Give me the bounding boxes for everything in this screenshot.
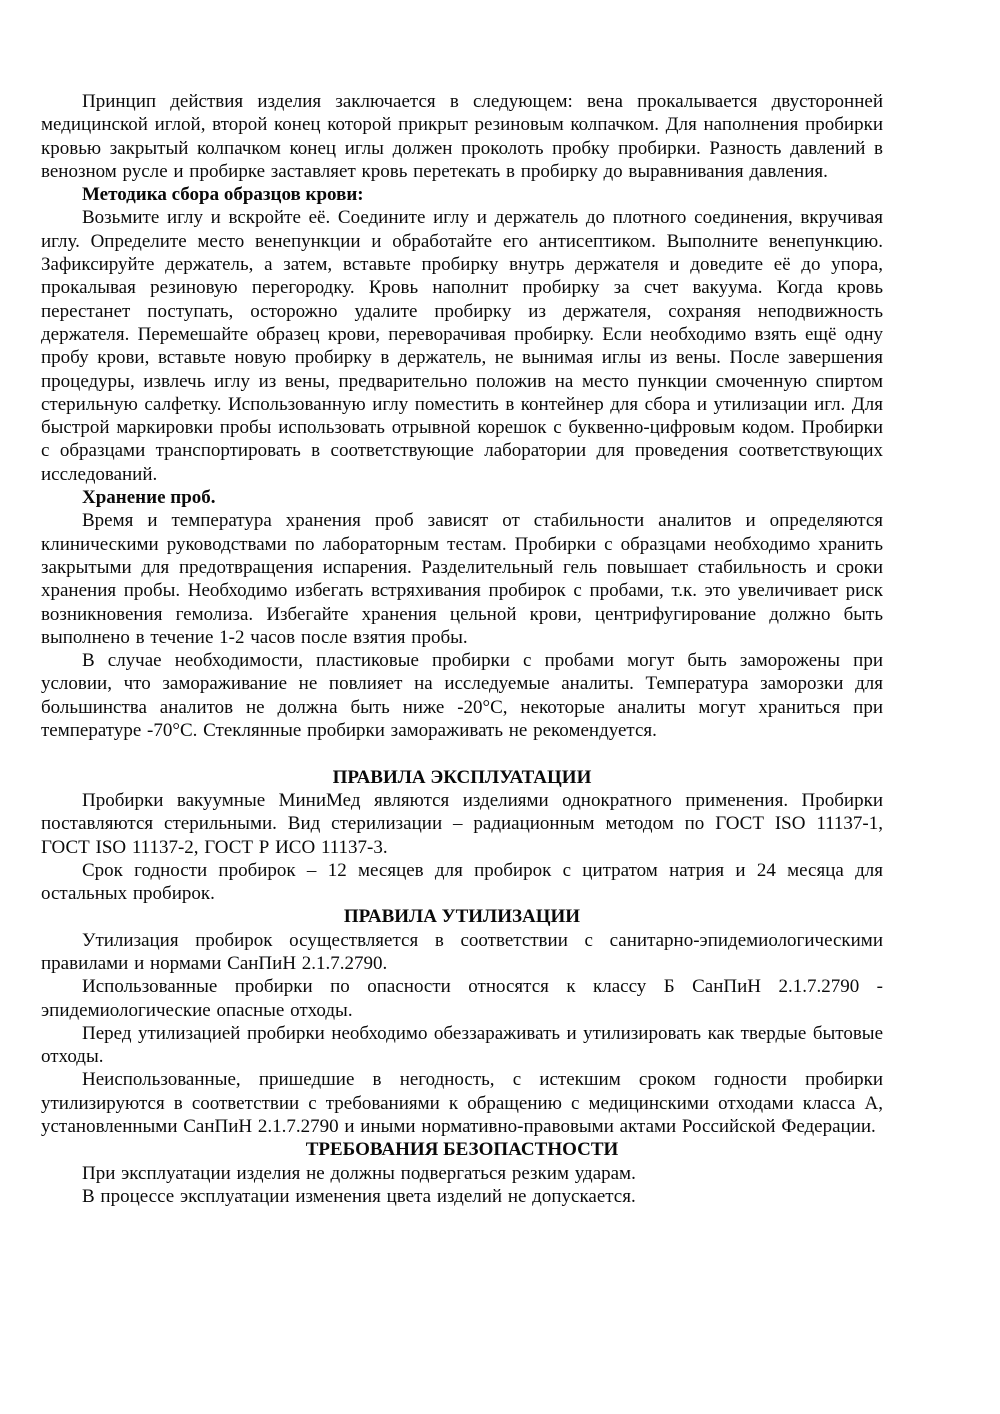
body-paragraph: Утилизация пробирок осуществляется в соответствии с санитарно-эпидемиологическими правилами и нормами СанПиН 2.1.7.2790. (41, 929, 883, 974)
body-paragraph: Принцип действия изделия заключается в следующем: вена прокалывается двусторонней медицинской иглой, второй конец которой прикрыт резиновым колпачком. Для наполнения пробирки кровью закрытый колпачком конец иглы должен проколоть пробку пробирки. Разность давлений в венозном русле и пробирке заставляет кровь перетекать в пробирку до выравнивания давления. (41, 91, 883, 182)
body-paragraph: Возьмите иглу и вскройте её. Соедините иглу и держатель до плотного соединения, вкручивая иглу. Определите место венепункции и обработайте его антисептиком. Выполните венепункцию. Зафиксируйте держатель, а затем, вставьте пробирку внутрь держателя и доведите её до упора, прокалывая резиновую перегородку. Кровь наполнит пробирку за счет вакуума. Когда кровь перестанет поступать, осторожно удалите пробирку из держателя, сохраняя неподвижность держателя. Перемешайте образец крови, переворачивая пробирку. Если необходимо взять ещё одну пробу крови, вставьте новую пробирку в держатель, не вынимая иглы из вены. После завершения процедуры, извлечь иглу из вены, предварительно положив на место пункции смоченную спиртом стерильную салфетку. Использованную иглу поместить в контейнер для сбора и утилизации игл. Для быстрой маркировки пробы использовать отрывной корешок с буквенно-цифровым кодом. Пробирки с образцами транспортировать в соответствующие лаборатории для проведения соответствующих исследований. (41, 207, 883, 485)
body-paragraph: Перед утилизацией пробирки необходимо обеззараживать и утилизировать как твердые бытовые отходы. (41, 1022, 883, 1068)
body-paragraph: Неиспользованные, пришедшие в негодность, с истекшим сроком годности пробирки утилизируются в соответствии с требованиями к обращению с медицинскими отходами класса А, установленными СанПиН 2.1.7.2790 и иными нормативно-правовыми актами Российской Федерации. (41, 1069, 883, 1138)
body-paragraph: Использованные пробирки по опасности относятся к классу Б СанПиН 2.1.7.2790 - эпидемиологические опасные отходы. (41, 976, 883, 1021)
body-paragraph: В процессе эксплуатации изменения цвета изделий не допускается. (82, 1185, 636, 1207)
section-heading: ТРЕБОВАНИЯ БЕЗОПАСТНОСТИ (305, 1139, 619, 1161)
body-paragraph: При эксплуатации изделия не должны подвергаться резким ударам. (82, 1162, 636, 1184)
body-paragraph: Срок годности пробирок – 12 месяцев для пробирок с цитратом натрия и 24 месяца для остальных пробирок. (41, 859, 883, 905)
section-heading: ПРАВИЛА УТИЛИЗАЦИИ (343, 906, 581, 928)
inline-subheading: Хранение проб. (82, 487, 216, 509)
body-paragraph: В случае необходимости, пластиковые пробирки с пробами могут быть заморожены при условии, что замораживание не повлияет на исследуемые аналиты. Температура заморозки для большинства аналитов не должна быть ниже -20°С, некоторые аналиты могут храниться при температуре -70°С. Стеклянные пробирки замораживать не рекомендуется. (41, 650, 883, 742)
section-heading: ПРАВИЛА ЭКСПЛУАТАЦИИ (332, 766, 592, 788)
body-paragraph: Время и температура хранения проб зависят от стабильности аналитов и определяются клиническими руководствами по лабораторным тестам. Пробирки с образцами необходимо хранить закрытыми для предотвращения испарения. Разделительный гель повышает стабильность и сроки хранения пробы. Необходимо избегать встряхивания пробирок с пробами, т.к. это увеличивает риск возникновения гемолиза. Избегайте хранения цельной крови, центрифугирование должно быть выполнено в течение 1-2 часов после взятия пробы. (41, 510, 883, 648)
inline-subheading: Методика сбора образцов крови: (82, 184, 364, 206)
document-body (41, 90, 883, 1208)
body-paragraph: Пробирки вакуумные МиниМед являются изделиями однократного применения. Пробирки поставляются стерильными. Вид стерилизации – радиационным методом по ГОСТ ISO 11137-1, ГОСТ ISO 11137-2, ГОСТ Р ИСО 11137-3. (41, 789, 883, 858)
